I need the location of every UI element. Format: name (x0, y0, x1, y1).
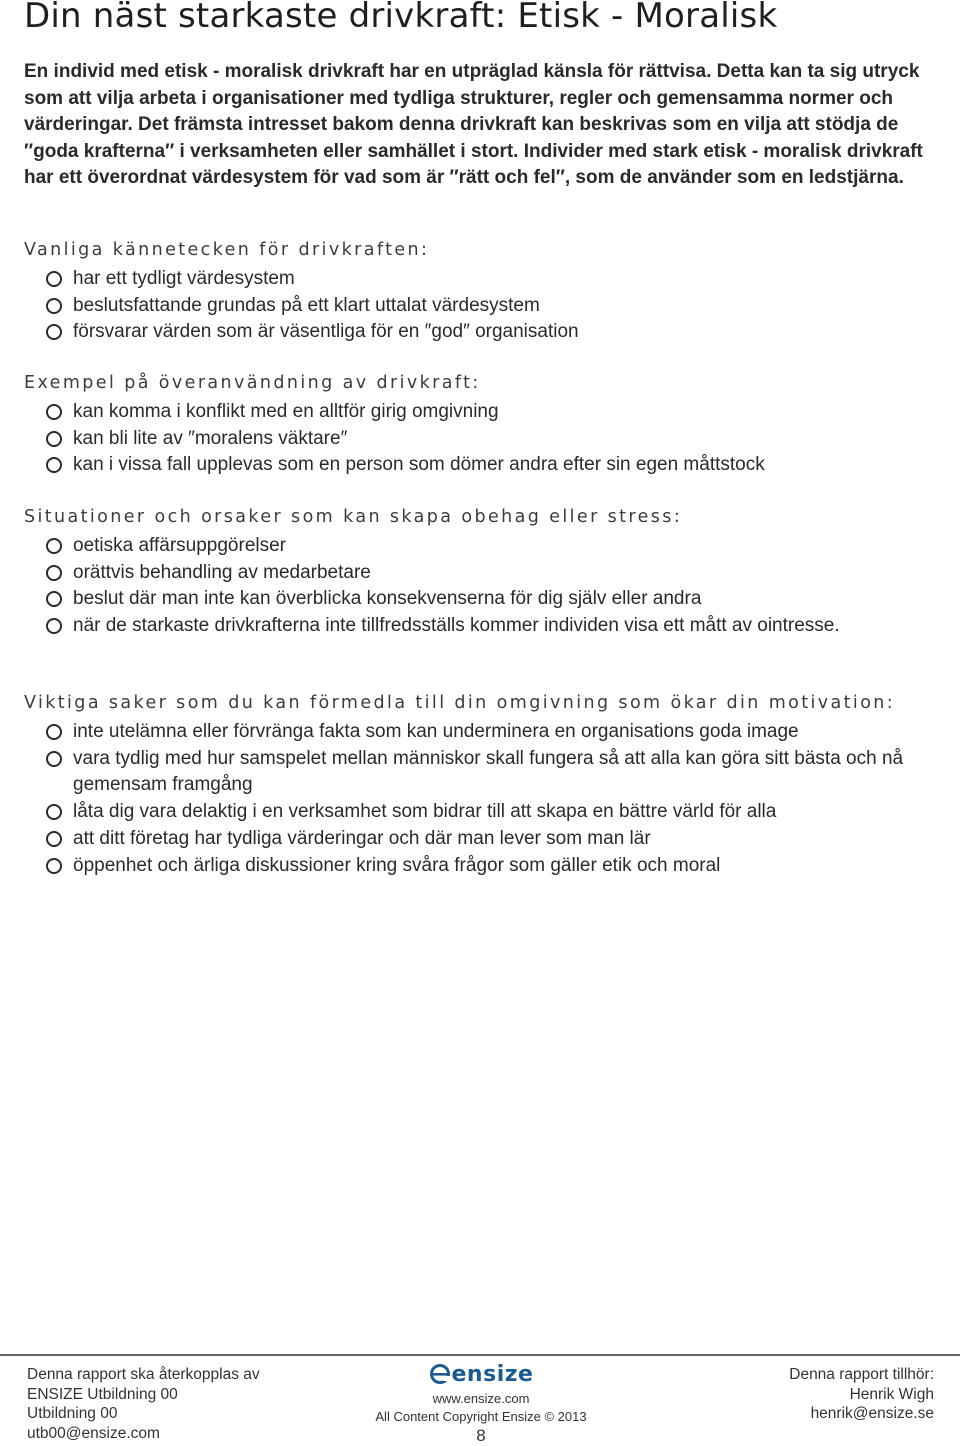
list-item-text: har ett tydligt värdesystem (73, 268, 295, 289)
list-item-text: att ditt företag har tydliga värderingar och där man lever som man lär (73, 827, 651, 849)
list-item (24, 452, 936, 479)
list-item-text: låta dig vara delaktig i en verksamhet som bidrar till att skapa en bättre värld för alla (73, 801, 777, 823)
list-item (24, 533, 936, 560)
section-overuse (24, 371, 936, 479)
page-number: 8 (476, 1426, 486, 1445)
list-item (24, 586, 936, 613)
list-item-text: kan bli lite av ″moralens väktare″ (73, 427, 348, 449)
ensize-logo (429, 1362, 534, 1388)
circle-bullet-icon (46, 298, 62, 314)
list-item-text: öppenhet och ärliga diskussioner kring svåra frågor som gäller etik och moral (73, 854, 721, 876)
list-item-text: vara tydlig med hur samspelet mellan människor skall fungera så att alla kan göra sitt bästa och nå gemensam framgång (73, 747, 904, 796)
circle-bullet-icon (46, 324, 62, 340)
list-item (24, 293, 936, 320)
circle-bullet-icon (46, 404, 62, 420)
list-item (24, 266, 936, 293)
list-item-text: inte utelämna eller förvränga fakta som kan underminera en organisations goda image (73, 721, 799, 742)
footer-website-link[interactable]: www.ensize.com (432, 1391, 530, 1406)
footer-owner-label: Denna rapport tillhör: (789, 1366, 934, 1383)
circle-bullet-icon (46, 591, 62, 607)
footer-org-name: ENSIZE Utbildning 00 (27, 1385, 178, 1403)
list-item-text: oetiska affärsuppgörelser (73, 535, 286, 556)
list-item (24, 853, 936, 880)
circle-bullet-icon (46, 858, 62, 874)
list-item-text: kan i vissa fall upplevas som en person som dömer andra efter sin egen måttstock (73, 454, 765, 476)
list-item (24, 746, 936, 799)
bullet-list (24, 719, 936, 879)
footer-org-unit: Utbildning 00 (27, 1405, 118, 1422)
circle-bullet-icon (46, 724, 62, 740)
section-heading: Vanliga kännetecken för drivkraften: (24, 240, 430, 260)
list-item-text: beslut där man inte kan överblicka konsekvenserna för dig själv eller andra (73, 588, 702, 610)
list-item (24, 426, 936, 453)
footer-org-email: utb00@ensize.com (27, 1424, 160, 1442)
circle-bullet-icon (46, 271, 62, 287)
list-item (24, 560, 936, 587)
footer-copyright: All Content Copyright Ensize © 2013 (375, 1409, 587, 1424)
footer-owner-email: henrik@ensize.se (810, 1405, 934, 1422)
circle-bullet-icon (46, 431, 62, 447)
page-footer (0, 1354, 960, 1445)
list-item-text: försvarar värden som är väsentliga för en ″god″ organisation (73, 321, 579, 343)
bullet-list (24, 399, 936, 479)
footer-divider (0, 1354, 960, 1356)
list-item-text: beslutsfattande grundas på ett klart uttalat värdesystem (73, 294, 540, 316)
section-heading: Situationer och orsaker som kan skapa obehag eller stress: (24, 507, 683, 527)
footer-brand (340, 1362, 622, 1446)
page-title: Din näst starkaste drivkraft: Etisk - Moralisk (24, 0, 778, 36)
circle-bullet-icon (46, 538, 62, 554)
circle-bullet-icon (46, 565, 62, 581)
section-heading: Exempel på överanvändning av drivkraft: (24, 373, 481, 393)
section-characteristics (24, 238, 936, 346)
circle-bullet-icon (46, 831, 62, 847)
footer-owner-info (789, 1365, 934, 1424)
circle-bullet-icon (46, 751, 62, 767)
bullet-list (24, 266, 936, 346)
list-item (24, 799, 936, 826)
list-item-text: kan komma i konflikt med en alltför girig omgivning (73, 401, 499, 422)
circle-bullet-icon (46, 804, 62, 820)
list-item (24, 719, 936, 746)
list-item (24, 826, 936, 853)
circle-bullet-icon (46, 618, 62, 634)
ensize-logo-text: ensize (451, 1362, 534, 1387)
bullet-list (24, 533, 936, 640)
list-item (24, 399, 936, 426)
footer-feedback-label: Denna rapport ska återkopplas av (27, 1366, 260, 1383)
footer-owner-name: Henrik Wigh (849, 1385, 934, 1403)
circle-bullet-icon (46, 457, 62, 473)
section-stress (24, 505, 936, 640)
list-item-text: orättvis behandling av medarbetare (73, 561, 371, 583)
list-item (24, 319, 936, 346)
list-item-text: när de starkaste drivkrafterna inte tillfredsställs kommer individen visa ett mått av ointresse. (73, 615, 840, 637)
section-heading: Viktiga saker som du kan förmedla till din omgivning som ökar din motivation: (24, 693, 896, 713)
footer-feedback-info (27, 1365, 260, 1443)
list-item (24, 613, 936, 640)
section-motivation (24, 691, 936, 879)
intro-paragraph: En individ med etisk - moralisk drivkraft har en utpräglad känsla för rättvisa. Detta kan ta sig utryck som att vilja arbeta i organisationer med tydliga strukturer, regler och gemensamma normer och värderingar. Det främsta intresset bakom denna drivkraft kan beskrivas som en vilja att stödja de ″goda krafterna″ i verksamheten eller samhället i stort. Individer med stark etisk - moralisk drivkraft har ett överordnat värdesystem för vad som är ″rätt och fel″, som de använder som en ledstjärna. (24, 61, 923, 188)
